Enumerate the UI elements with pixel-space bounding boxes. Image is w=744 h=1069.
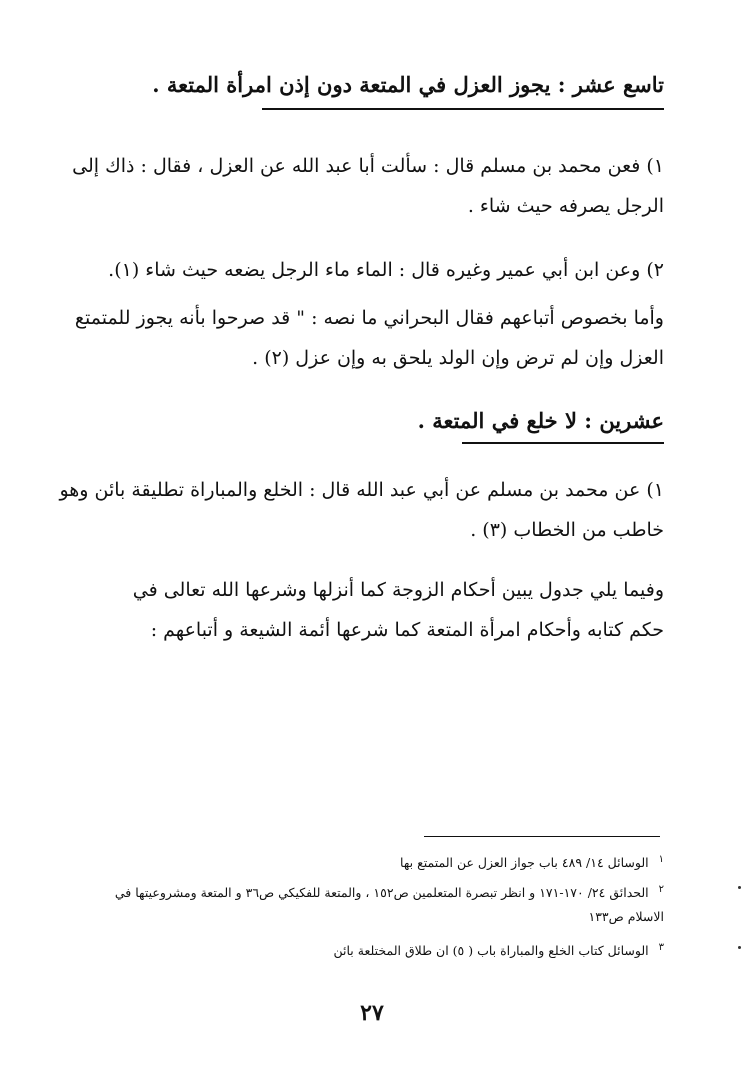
- paragraph-line: الرجل يصرفه حيث شاء .: [467, 195, 664, 217]
- footnote-number: ١: [658, 854, 664, 865]
- margin-mark: [738, 886, 741, 889]
- footnote-3: [70, 936, 664, 963]
- footnote-text-continued: الاسلام ص١٣٣: [588, 909, 664, 925]
- paragraph-1: [72, 146, 664, 226]
- paragraph-line: ٢) وعن ابن أبي عمير وغيره قال : الماء ماء الرجل يضعه حيث شاء (١).: [108, 259, 664, 281]
- section-heading-19: [152, 72, 664, 97]
- paragraph-4: [59, 470, 664, 550]
- footnote-text: الوسائل ١٤/ ٤٨٩ باب جواز العزل عن المتمتع بها: [400, 855, 649, 871]
- paragraph-line: ١) فعن محمد بن مسلم قال : سألت أبا عبد الله عن العزل ، فقال : ذاك إلى: [72, 155, 664, 177]
- page-number: ٢٧: [360, 1000, 384, 1026]
- paragraph-line: العزل وإن لم ترض وإن الولد يلحق به وإن عزل (٢) .: [252, 347, 664, 369]
- paragraph-5: [80, 570, 664, 650]
- footnote-separator: [424, 836, 660, 837]
- margin-mark: [738, 946, 741, 949]
- paragraph-line: وأما بخصوص أتباعهم فقال البحراني ما نصه : " قد صرحوا بأنه يجوز للمتمتع: [74, 307, 664, 329]
- footnote-number: ٢: [658, 884, 664, 895]
- paragraph-line: ١) عن محمد بن مسلم عن أبي عبد الله قال : الخلع والمباراة تطليقة بائن وهو: [59, 479, 664, 501]
- paragraph-line: حكم كتابه وأحكام امرأة المتعة كما شرعها أئمة الشيعة و أتباعهم :: [150, 619, 664, 641]
- paragraph-2: [80, 250, 664, 290]
- heading-text: تاسع عشر : يجوز العزل في المتعة دون إذن امرأة المتعة .: [152, 72, 664, 97]
- heading-underline: [262, 108, 664, 110]
- footnote-1: [70, 848, 664, 875]
- paragraph-line: وفيما يلي جدول يبين أحكام الزوجة كما أنزلها وشرعها الله تعالى في: [132, 579, 664, 601]
- heading-underline: [462, 442, 664, 444]
- footnote-text: الوسائل كتاب الخلع والمباراة باب ( ٥) ان طلاق المختلعة بائن: [333, 943, 649, 959]
- footnote-2: [70, 878, 664, 929]
- heading-text: عشرين : لا خلع في المتعة .: [417, 408, 664, 433]
- section-heading-20: [418, 408, 664, 433]
- paragraph-line: خاطب من الخطاب (٣) .: [470, 519, 664, 541]
- paragraph-3: [74, 298, 664, 378]
- footnote-number: ٣: [658, 942, 664, 953]
- footnote-text: الحدائق ٢٤/ ١٧٠-١٧١ و انظر تبصرة المتعلمين ص١٥٢ ، والمتعة للفكيكي ص٣٦ و المتعة ومشروعيتها في: [114, 885, 649, 901]
